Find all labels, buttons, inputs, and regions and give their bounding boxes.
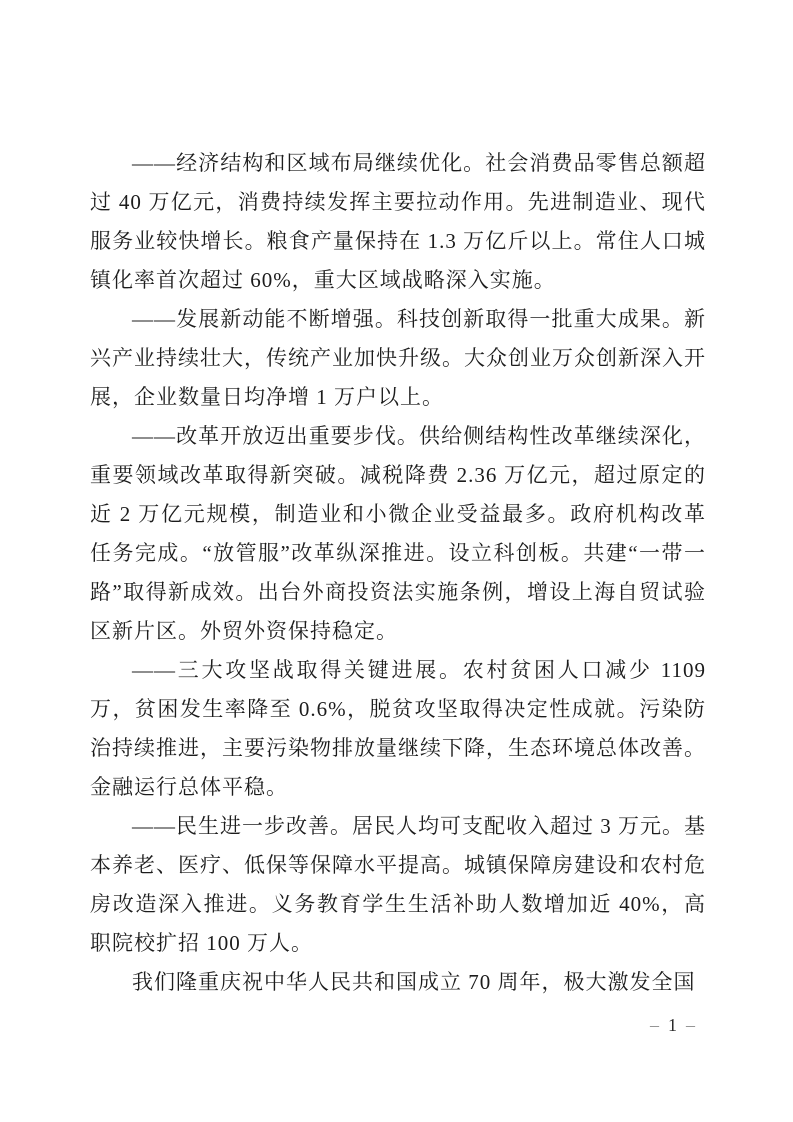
paragraph-new-growth-drivers: ——发展新动能不断增强。科技创新取得一批重大成果。新兴产业持续壮大，传统产业加快升级。大众创业万众创新深入开展，企业数量日均净增 1 万户以上。	[90, 307, 706, 409]
paragraph-three-critical-battles: ——三大攻坚战取得关键进展。农村贫困人口减少 1109 万，贫困发生率降至 0.6%，脱贫攻坚取得决定性成就。污染防治持续推进，主要污染物排放量继续下降，生态环境总体改善。金融运行总体平稳。	[90, 658, 706, 799]
paragraph-livelihood-improvement: ——民生进一步改善。居民人均可支配收入超过 3 万元。基本养老、医疗、低保等保障水平提高。城镇保障房建设和农村危房改造深入推进。义务教育学生生活补助人数增加近 40%，高职院校扩招 100 万人。	[90, 814, 706, 955]
page-number-value: 1	[668, 1015, 677, 1035]
document-body	[90, 144, 706, 1002]
paragraph-economic-structure: ——经济结构和区域布局继续优化。社会消费品零售总额超过 40 万亿元，消费持续发挥主要拉动作用。先进制造业、现代服务业较快增长。粮食产量保持在 1.3 万亿斤以上。常住人口城镇化率首次超过 60%，重大区域战略深入实施。	[90, 151, 706, 292]
paragraph-prc-70th-anniversary: 我们隆重庆祝中华人民共和国成立 70 周年，极大激发全国	[132, 970, 696, 994]
page-number-left-dash: –	[650, 1015, 659, 1035]
page-number	[650, 1014, 695, 1036]
paragraph-reform-opening: ——改革开放迈出重要步伐。供给侧结构性改革继续深化，重要领域改革取得新突破。减税降费 2.36 万亿元，超过原定的近 2 万亿元规模，制造业和小微企业受益最多。政府机构改革任务完成。“放管服”改革纵深推进。设立科创板。共建“一带一路”取得新成效。出台外商投资法实施条例，增设上海自贸试验区新片区。外贸外资保持稳定。	[90, 424, 706, 643]
page-number-right-dash: –	[686, 1015, 695, 1035]
